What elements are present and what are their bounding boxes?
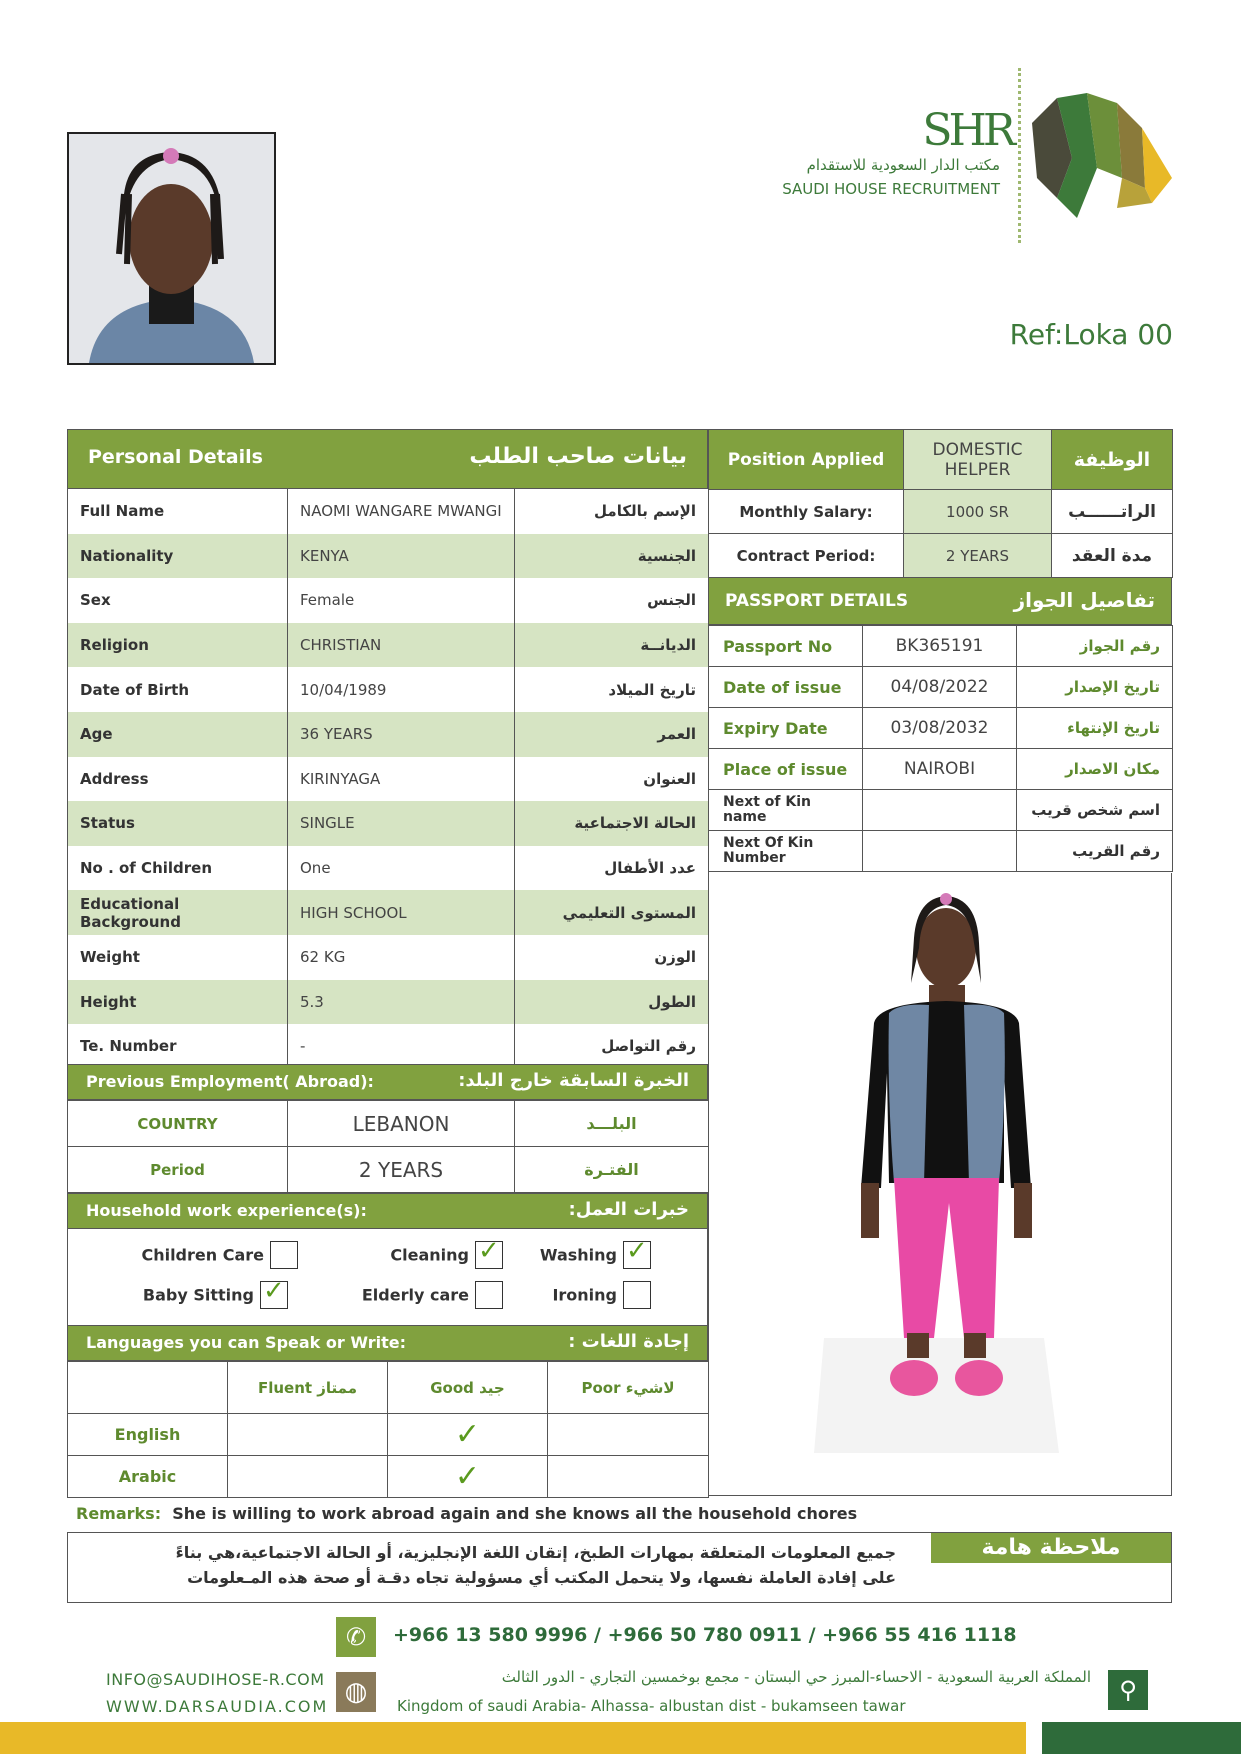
footer-address-ar: المملكة العربية السعودية - الاحساء-المبرز حي البستان - مجمع بوخمسين التجاري - الدور الثالث <box>501 1668 1091 1686</box>
personal-details-title-ar: بيانات صاحب الطلب <box>469 444 687 469</box>
personal-field-value: NAOMI WANGARE MWANGI <box>288 489 515 534</box>
household-item <box>98 1241 298 1269</box>
personal-field-label-ar: العنوان <box>515 757 709 802</box>
personal-field-label: No . of Children <box>68 846 288 891</box>
contract-period-value: 2 YEARS <box>904 534 1052 578</box>
household-item-label: Children Care <box>141 1245 264 1265</box>
household-item <box>298 1236 503 1269</box>
footer-yellow-bar <box>0 1722 1026 1754</box>
footer-address-en: Kingdom of saudi Arabia- Alhassa- albustan dist - bukamseen tawar <box>397 1697 906 1715</box>
personal-field-label-ar: الجنس <box>515 578 709 623</box>
language-level-cell <box>548 1456 709 1498</box>
passport-table <box>708 625 1173 872</box>
personal-field-label-ar: الحالة الاجتماعية <box>515 801 709 846</box>
logo-divider <box>1018 68 1021 243</box>
languages-header <box>67 1325 708 1361</box>
household-header <box>67 1193 708 1229</box>
personal-field-value: - <box>288 1024 515 1069</box>
passport-field-value <box>863 790 1017 831</box>
languages-corner-cell <box>68 1362 228 1414</box>
household-checkbox[interactable] <box>623 1281 651 1309</box>
personal-field-label: Age <box>68 712 288 757</box>
passport-row <box>709 667 1173 708</box>
footer-phones: +966 13 580 9996 / +966 50 780 0911 / +966 55 416 1118 <box>393 1624 1017 1646</box>
passport-field-value: 03/08/2032 <box>863 708 1017 749</box>
personal-row <box>68 1024 709 1069</box>
language-row <box>68 1414 709 1456</box>
passport-field-label: Next Of Kin Number <box>709 831 863 872</box>
check-icon: ✓ <box>454 1459 481 1494</box>
passport-field-value <box>863 831 1017 872</box>
logo-mark: SHR <box>922 105 1012 156</box>
passport-field-label: Date of issue <box>709 667 863 708</box>
reference-number: Ref:Loka 00 <box>1009 318 1173 351</box>
personal-field-label: Sex <box>68 578 288 623</box>
language-name: English <box>68 1414 228 1456</box>
footer-email: INFO@SAUDIHOSE-R.COM <box>106 1670 325 1689</box>
position-applied-value: DOMESTIC HELPER <box>904 430 1052 490</box>
household-item <box>298 1281 503 1309</box>
passport-field-label: Place of issue <box>709 749 863 790</box>
globe-icon: ◍ <box>336 1672 376 1712</box>
passport-field-value: NAIROBI <box>863 749 1017 790</box>
passport-field-label-ar: اسم شخص قريب <box>1017 790 1173 831</box>
personal-field-label-ar: العمر <box>515 712 709 757</box>
logo-name-ar: مكتب الدار السعودية للاستقدام <box>806 156 1000 174</box>
language-level-cell <box>228 1414 388 1456</box>
previous-employment-header <box>67 1064 708 1100</box>
personal-field-value: SINGLE <box>288 801 515 846</box>
household-title-en: Household work experience(s): <box>86 1201 367 1220</box>
passport-field-label-ar: رقم القريب <box>1017 831 1173 872</box>
personal-field-label: Date of Birth <box>68 667 288 712</box>
period-value: 2 YEARS <box>288 1147 515 1193</box>
personal-field-value: KENYA <box>288 534 515 579</box>
passport-row <box>709 831 1173 872</box>
personal-field-label-ar: الديانــة <box>515 623 709 668</box>
passport-title-en: PASSPORT DETAILS <box>725 591 909 611</box>
household-item-label: Washing <box>539 1245 617 1265</box>
previous-employment-title-en: Previous Employment( Abroad): <box>86 1072 374 1091</box>
passport-row <box>709 708 1173 749</box>
household-checkbox[interactable] <box>260 1276 288 1309</box>
personal-field-label-ar: المستوى التعليمي <box>515 890 709 935</box>
personal-row <box>68 578 709 623</box>
notice-line-2: على إفادة العاملة نفسها، ولا يتحمل المكتب أي مسؤولية تجاه دقـة أو صحة هذه المـعلومات <box>187 1568 896 1587</box>
personal-field-label-ar: عدد الأطفال <box>515 846 709 891</box>
personal-field-label: Educational Background <box>68 890 288 935</box>
passport-row <box>709 749 1173 790</box>
household-item-label: Cleaning <box>390 1245 469 1265</box>
passport-header <box>708 577 1172 625</box>
passport-row <box>709 790 1173 831</box>
personal-field-label-ar: تاريخ الميلاد <box>515 667 709 712</box>
notice-title: ملاحظة هامة <box>931 1533 1171 1563</box>
personal-field-label-ar: الوزن <box>515 935 709 980</box>
remarks <box>76 1504 1176 1530</box>
personal-field-label: Address <box>68 757 288 802</box>
important-notice <box>67 1532 1172 1603</box>
language-level-cell <box>548 1414 709 1456</box>
passport-field-label-ar: تاريخ الإنتهاء <box>1017 708 1173 749</box>
language-level-header: Fluent ممتاز <box>228 1362 388 1414</box>
passport-field-value: BK365191 <box>863 626 1017 667</box>
language-level-cell <box>228 1456 388 1498</box>
household-checkbox[interactable] <box>270 1241 298 1269</box>
applicant-headshot-photo <box>67 132 276 365</box>
personal-row <box>68 935 709 980</box>
languages-title-en: Languages you can Speak or Write: <box>86 1333 406 1352</box>
personal-field-label-ar: الطول <box>515 980 709 1025</box>
household-item-label: Elderly care <box>361 1285 469 1305</box>
passport-title-ar: تفاصيل الجواز <box>1013 588 1155 612</box>
personal-field-value: 36 YEARS <box>288 712 515 757</box>
personal-details-title-en: Personal Details <box>88 446 263 468</box>
personal-field-label: Nationality <box>68 534 288 579</box>
household-item <box>98 1276 288 1309</box>
personal-row <box>68 801 709 846</box>
phone-icon: ✆ <box>336 1617 376 1657</box>
household-item <box>498 1281 651 1309</box>
previous-employment-table <box>67 1100 709 1193</box>
personal-field-label: Weight <box>68 935 288 980</box>
personal-row <box>68 712 709 757</box>
remarks-label: Remarks: <box>76 1504 162 1523</box>
full-body-photo-panel <box>708 873 1172 1496</box>
applicant-full-body-photo <box>799 893 1089 1453</box>
country-label-ar: البلـــد <box>515 1101 709 1147</box>
footer-green-bar <box>1042 1722 1241 1754</box>
language-row <box>68 1456 709 1498</box>
personal-field-label: Te. Number <box>68 1024 288 1069</box>
location-pin-icon: ⚲ <box>1108 1670 1148 1710</box>
household-item-label: Baby Sitting <box>142 1285 254 1305</box>
personal-field-value: One <box>288 846 515 891</box>
check-icon: ✓ <box>626 1236 648 1266</box>
personal-field-label-ar: رقم التواصل <box>515 1024 709 1069</box>
personal-row <box>68 890 709 935</box>
passport-row <box>709 626 1173 667</box>
passport-field-label: Expiry Date <box>709 708 863 749</box>
personal-row <box>68 980 709 1025</box>
language-level-header: Poor لاشيء <box>548 1362 709 1414</box>
language-name: Arabic <box>68 1456 228 1498</box>
personal-row <box>68 623 709 668</box>
personal-row <box>68 489 709 534</box>
personal-field-label-ar: الإسم بالكامل <box>515 489 709 534</box>
personal-field-value: 5.3 <box>288 980 515 1025</box>
period-label: Period <box>68 1147 288 1193</box>
passport-field-label-ar: تاريخ الإصدار <box>1017 667 1173 708</box>
personal-details-header <box>67 429 708 489</box>
personal-field-label-ar: الجنسية <box>515 534 709 579</box>
household-title-ar: خبرات العمل: <box>568 1199 689 1220</box>
logo-name-en: SAUDI HOUSE RECRUITMENT <box>782 180 1000 198</box>
language-level-cell <box>388 1414 548 1456</box>
household-item-label: Ironing <box>552 1285 617 1305</box>
languages-table <box>67 1361 709 1498</box>
country-value: LEBANON <box>288 1101 515 1147</box>
footer-website: WWW.DARSAUDIA.COM <box>106 1697 329 1716</box>
position-table <box>708 429 1173 578</box>
monthly-salary-value: 1000 SR <box>904 490 1052 534</box>
passport-field-label: Passport No <box>709 626 863 667</box>
position-applied-label: Position Applied <box>709 430 904 490</box>
household-item <box>498 1236 651 1269</box>
check-icon: ✓ <box>263 1276 285 1306</box>
contract-period-label-ar: مدة العقد <box>1052 534 1173 578</box>
personal-field-label: Status <box>68 801 288 846</box>
languages-header-row <box>68 1362 709 1414</box>
passport-field-label: Next of Kin name <box>709 790 863 831</box>
personal-row <box>68 846 709 891</box>
monthly-salary-label: Monthly Salary: <box>709 490 904 534</box>
check-icon: ✓ <box>454 1417 481 1452</box>
personal-row <box>68 534 709 579</box>
personal-field-value: 62 KG <box>288 935 515 980</box>
passport-field-label-ar: مكان الاصدار <box>1017 749 1173 790</box>
previous-employment-title-ar: الخبرة السابقة خارج البلد: <box>458 1070 689 1091</box>
household-checklist <box>67 1229 708 1326</box>
personal-details-table <box>67 489 709 1069</box>
passport-field-value: 04/08/2022 <box>863 667 1017 708</box>
personal-row <box>68 757 709 802</box>
remarks-text: She is willing to work abroad again and she knows all the household chores <box>172 1504 858 1523</box>
language-level-header: Good جيد <box>388 1362 548 1414</box>
personal-field-value: HIGH SCHOOL <box>288 890 515 935</box>
personal-field-value: CHRISTIAN <box>288 623 515 668</box>
notice-line-1: جميع المعلومات المتعلقة بمهارات الطبخ، إتقان اللغة الإنجليزية، أو الحالة الاجتماعية،هي بناءً <box>175 1543 896 1562</box>
position-applied-label-ar: الوظيفة <box>1052 430 1173 490</box>
language-level-cell <box>388 1456 548 1498</box>
personal-field-label: Height <box>68 980 288 1025</box>
personal-field-label: Full Name <box>68 489 288 534</box>
personal-field-value: Female <box>288 578 515 623</box>
household-checkbox[interactable] <box>623 1236 651 1269</box>
company-logo <box>782 60 1180 240</box>
period-label-ar: الفتـرة <box>515 1147 709 1193</box>
contract-period-label: Contract Period: <box>709 534 904 578</box>
country-label: COUNTRY <box>68 1101 288 1147</box>
personal-field-value: 10/04/1989 <box>288 667 515 712</box>
languages-title-ar: إجادة اللغات : <box>568 1331 689 1352</box>
monthly-salary-label-ar: الراتــــــب <box>1052 490 1173 534</box>
personal-field-label: Religion <box>68 623 288 668</box>
personal-field-value: KIRINYAGA <box>288 757 515 802</box>
passport-field-label-ar: رقم الجواز <box>1017 626 1173 667</box>
check-icon: ✓ <box>478 1236 500 1266</box>
saudi-map-logo-icon <box>1027 88 1177 223</box>
personal-row <box>68 667 709 712</box>
